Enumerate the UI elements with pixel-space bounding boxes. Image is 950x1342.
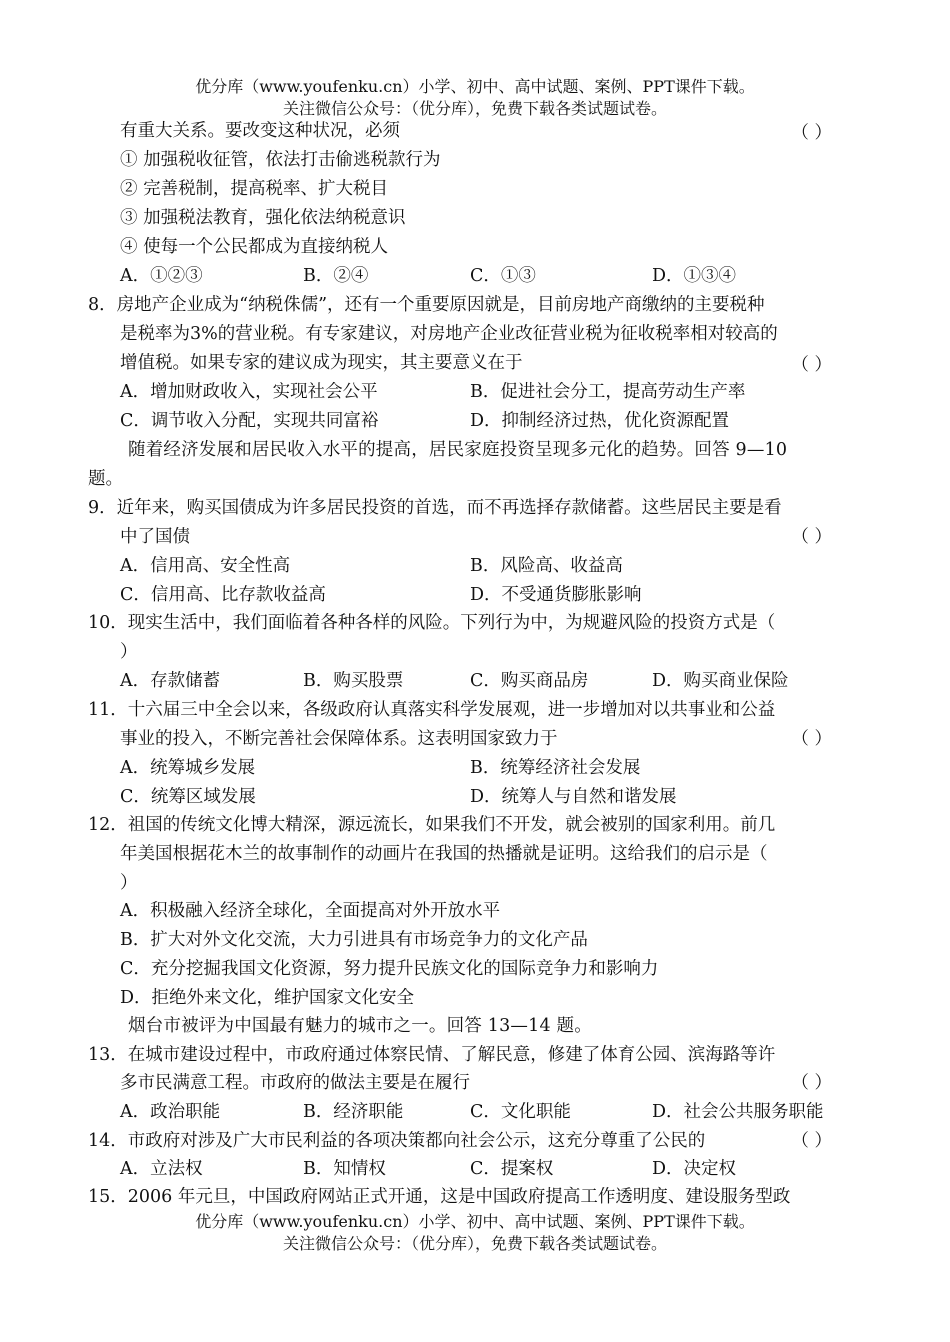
q7-item-4: ④ 使每一个公民都成为直接纳税人 xyxy=(120,237,389,257)
q13-line-1: 13．在城市建设过程中，市政府通过体察民情、了解民意，修建了体育公园、滨海路等许 xyxy=(88,1045,776,1065)
q10-line-2: ） xyxy=(120,642,138,662)
q7-item-3: ③ 加强税法教育，强化依法纳税意识 xyxy=(120,208,406,228)
q13-option-b: B．经济职能 xyxy=(303,1102,404,1122)
intro-9-10-line-1: 随着经济发展和居民收入水平的提高，居民家庭投资呈现多元化的趋势。回答 9—10 xyxy=(128,440,788,460)
q10-line-1: 10．现实生活中，我们面临着各种各样的风险。下列行为中，为规避风险的投资方式是（ xyxy=(88,613,776,633)
intro-13-14: 烟台市被评为中国最有魅力的城市之一。回答 13—14 题。 xyxy=(128,1016,592,1036)
q12-line-1: 12．祖国的传统文化博大精深，源远流长，如果我们不开发，就会被别的国家利用。前几 xyxy=(88,815,776,835)
q8-line-2: 是税率为3%的营业税。有专家建议，对房地产企业改征营业税为征收税率相对较高的 xyxy=(120,324,778,344)
footer-line-1: 优分库（www.youfenku.cn）小学、初中、高中试题、案例、PPT课件下载。 xyxy=(195,1212,755,1231)
q11-line-1: 11．十六届三中全会以来，各级政府认真落实科学发展观，进一步增加对以共事业和公益 xyxy=(88,700,776,720)
q11-option-c: C．统筹区域发展 xyxy=(120,787,256,807)
q13-line-2: 多市民满意工程。市政府的做法主要是在履行 xyxy=(120,1073,470,1093)
q7-option-b: B．②④ xyxy=(303,266,369,286)
q9-answer-paren: （ ） xyxy=(791,527,832,547)
q8-option-d: D．抑制经济过热，优化资源配置 xyxy=(470,411,730,431)
q14-option-b: B．知情权 xyxy=(303,1159,386,1179)
q9-line-2: 中了国债 xyxy=(120,527,190,547)
q13-option-a: A．政治职能 xyxy=(120,1102,221,1122)
q12-option-d: D．拒绝外来文化，维护国家文化安全 xyxy=(120,988,415,1008)
q13-option-c: C．文化职能 xyxy=(470,1102,571,1122)
q15-line-1: 15．2006 年元旦，中国政府网站正式开通，这是中国政府提高工作透明度、建设服务型政 xyxy=(88,1187,791,1207)
q9-option-c: C．信用高、比存款收益高 xyxy=(120,585,326,605)
q9-option-b: B．风险高、收益高 xyxy=(470,556,623,576)
q7-option-c: C．①③ xyxy=(470,266,536,286)
q9-line-1: 9．近年来，购买国债成为许多居民投资的首选，而不再选择存款储蓄。这些居民主要是看 xyxy=(88,498,782,518)
q12-option-b: B．扩大对外文化交流，大力引进具有市场竞争力的文化产品 xyxy=(120,930,588,950)
q12-option-a: A．积极融入经济全球化，全面提高对外开放水平 xyxy=(120,901,501,921)
footer-line-2: 关注微信公众号：（优分库），免费下载各类试题试卷。 xyxy=(282,1234,667,1253)
q14-option-d: D．决定权 xyxy=(652,1159,737,1179)
q13-option-d: D．社会公共服务职能 xyxy=(652,1102,824,1122)
q11-option-b: B．统筹经济社会发展 xyxy=(470,758,641,778)
q14-option-c: C．提案权 xyxy=(470,1159,554,1179)
q12-line-2: 年美国根据花木兰的故事制作的动画片在我国的热播就是证明。这给我们的启示是（ xyxy=(120,844,768,864)
q14-answer-paren: （ ） xyxy=(791,1131,832,1151)
q13-answer-paren: （ ） xyxy=(791,1073,832,1093)
header-line-1: 优分库（www.youfenku.cn）小学、初中、高中试题、案例、PPT课件下载。 xyxy=(195,77,755,96)
header-line-2: 关注微信公众号：（优分库），免费下载各类试题试卷。 xyxy=(282,99,667,118)
q11-line-2: 事业的投入，不断完善社会保障体系。这表明国家致力于 xyxy=(120,729,558,749)
q10-option-a: A．存款储蓄 xyxy=(120,671,221,691)
q10-option-d: D．购买商业保险 xyxy=(652,671,789,691)
q7-item-1: ① 加强税收征管，依法打击偷逃税款行为 xyxy=(120,150,441,170)
q14-option-a: A．立法权 xyxy=(120,1159,203,1179)
intro-9-10-line-2: 题。 xyxy=(88,469,123,489)
q7-continuation: 有重大关系。要改变这种状况，必须 xyxy=(120,121,400,141)
q11-option-a: A．统筹城乡发展 xyxy=(120,758,256,778)
q12-option-c: C．充分挖掘我国文化资源，努力提升民族文化的国际竞争力和影响力 xyxy=(120,959,659,979)
q14-line-1: 14．市政府对涉及广大市民利益的各项决策都向社会公示，这充分尊重了公民的 xyxy=(88,1131,706,1151)
q10-option-b: B．购买股票 xyxy=(303,671,404,691)
q10-option-c: C．购买商品房 xyxy=(470,671,589,691)
q8-option-b: B．促进社会分工，提高劳动生产率 xyxy=(470,382,746,402)
q11-option-d: D．统筹人与自然和谐发展 xyxy=(470,787,677,807)
q9-option-d: D．不受通货膨胀影响 xyxy=(470,585,642,605)
q8-option-c: C．调节收入分配，实现共同富裕 xyxy=(120,411,379,431)
q8-line-1: 8．房地产企业成为“纳税侏儒”，还有一个重要原因就是，目前房地产商缴纳的主要税种 xyxy=(88,295,765,315)
q7-answer-paren: （ ） xyxy=(791,123,832,143)
q11-answer-paren: （ ） xyxy=(791,729,832,749)
q7-option-d: D．①③④ xyxy=(652,266,737,286)
q7-item-2: ② 完善税制，提高税率、扩大税目 xyxy=(120,179,389,199)
q7-option-a: A．①②③ xyxy=(120,266,203,286)
q12-line-3: ） xyxy=(120,873,138,893)
q8-answer-paren: （ ） xyxy=(791,355,832,375)
q9-option-a: A．信用高、安全性高 xyxy=(120,556,291,576)
q8-option-a: A．增加财政收入，实现社会公平 xyxy=(120,382,378,402)
q8-line-3: 增值税。如果专家的建议成为现实，其主要意义在于 xyxy=(120,353,523,373)
